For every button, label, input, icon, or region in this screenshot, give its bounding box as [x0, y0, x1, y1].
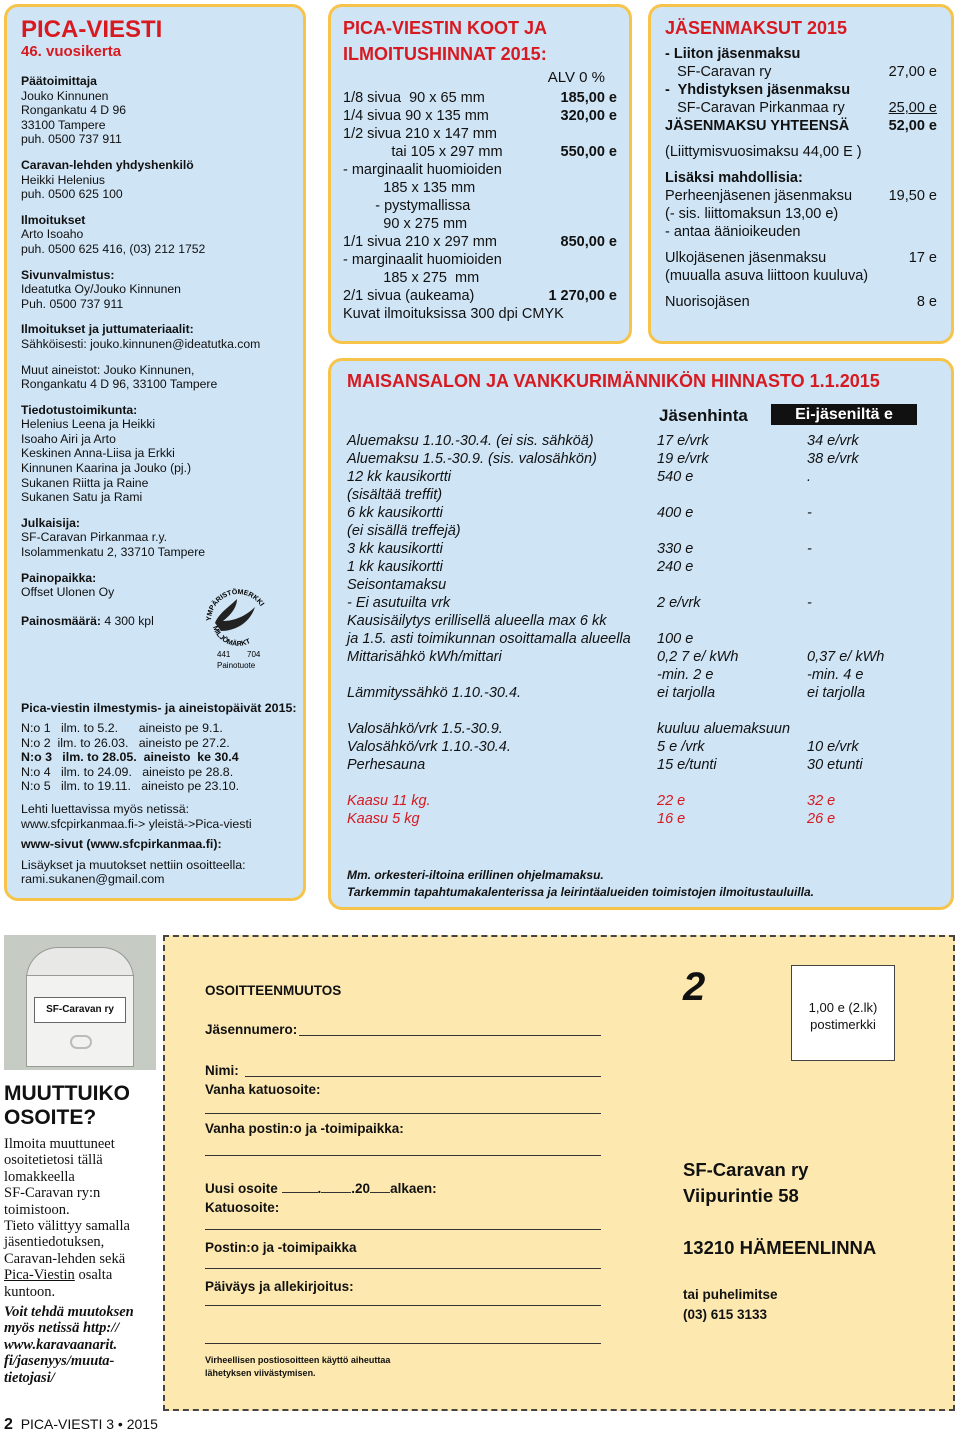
- price-row: [347, 523, 461, 539]
- address-change-form: OSOITTEENMUUTOS Jäsennumero: Nimi: Vanha katuosoite: Vanha postin:o ja -toimipaikka: Uusi osoite . .20 alkaen: Katuosoite: Postin:o ja -toimipaikka Päiväys ja allekirjoitus: Virheellisen postiosoitteen käyttö aiheuttaa lähetyksen viivästymisen. 2 1,00 e (2.lk) postimerkki SF-Caravan ry Viipurintie 58 13210 HÄMEENLINNA tai puhelimitse (03) 615 3133: [163, 935, 955, 1411]
- old-street-field[interactable]: [205, 1113, 601, 1114]
- fees-list: [665, 45, 937, 311]
- signature-field[interactable]: [205, 1305, 601, 1306]
- fee-row: [665, 223, 937, 241]
- ad-size: 185 x 135 mm: [343, 180, 476, 196]
- price-list-title: MAISANSALON JA VANKKURIMÄNNIKÖN HINNASTO 1.1.2015: [347, 371, 880, 391]
- fee-row: [665, 99, 937, 117]
- ad-price-row: [343, 305, 617, 323]
- postage-class-number: 2: [683, 965, 706, 1009]
- ad-price-row: [343, 143, 617, 161]
- nonmember-price: -: [807, 541, 812, 557]
- pica-viestin-link[interactable]: Pica-Viestin: [4, 1267, 75, 1284]
- ad-price: 850,00 e: [560, 234, 617, 250]
- karavaanarit-link[interactable]: [4, 1304, 158, 1386]
- ad-size: tai 105 x 297 mm: [343, 144, 503, 160]
- fee-row: [665, 187, 937, 205]
- fee-amount: 25,00 e: [888, 100, 937, 116]
- block-heading: Päätoimittaja: [21, 74, 97, 88]
- block-line: 33100 Tampere: [21, 117, 106, 132]
- price-item: Perhesauna: [347, 757, 426, 773]
- ad-size: - pystymallissa: [343, 198, 471, 214]
- price-row: [347, 595, 812, 611]
- fee-label: - Yhdistyksen jäsenmaksu: [665, 82, 851, 98]
- svg-text:YMPÄRISTÖMERKKI: YMPÄRISTÖMERKKI: [205, 588, 265, 622]
- block-heading: Sivunvalmistus:: [21, 267, 115, 282]
- price-row: [347, 613, 607, 629]
- member-price: 5 e /vrk: [657, 739, 705, 755]
- block-heading: Tiedotustoimikunta:: [21, 402, 138, 417]
- new-street-field[interactable]: [205, 1229, 601, 1230]
- email-link[interactable]: rami.sukanen@gmail.com: [21, 872, 165, 887]
- member-number-field[interactable]: [299, 1035, 601, 1036]
- new-postcode-field[interactable]: [205, 1268, 601, 1269]
- fee-label: Lisäksi mahdollisia:: [665, 170, 803, 186]
- price-row: [347, 469, 812, 485]
- price-item: - Ei asutuilta vrk: [347, 595, 451, 611]
- price-item: (sisältää treffit): [347, 487, 443, 503]
- nordic-swan-ecolabel-icon: [203, 577, 273, 673]
- member-price: 19 e/vrk: [657, 451, 709, 467]
- masthead-block: [21, 363, 289, 392]
- block-line: Sähköisesti: jouko.kinnunen@ideatutka.com: [21, 336, 261, 351]
- info-line: Caravan-lehden sekä: [4, 1250, 126, 1267]
- price-item: Kaasu 11 kg.: [347, 793, 431, 809]
- price-note-2: Tarkemmin tapahtumakalenterissa ja leirintäalueiden toimistojen ilmoitustauluilla.: [347, 885, 815, 899]
- member-price: kuuluu aluemaksuun: [657, 721, 791, 737]
- price-item: (ei sisällä treffejä): [347, 523, 461, 539]
- member-price: 100 e: [657, 631, 694, 647]
- fee-row: [665, 81, 937, 99]
- block-line: Isoaho Airi ja Arto: [21, 431, 116, 446]
- print-run: Painosmäärä: 4 300 kpl: [21, 613, 154, 628]
- phone-info: tai puhelimitse (03) 615 3133: [683, 1287, 778, 1322]
- ad-price: 550,00 e: [560, 144, 617, 160]
- block-line: Puh. 0500 737 911: [21, 296, 124, 311]
- price-item: Valosähkö/vrk 1.10.-30.4.: [347, 739, 511, 755]
- member-price: 22 e: [657, 793, 686, 809]
- fee-label: Perheenjäsenen jäsenmaksu: [665, 188, 853, 204]
- schedule-block: Pica-viestin ilmestymis- ja aineistopäivät 2015: N:o 1 ilm. to 5.2. aineisto pe 9.1. N:o 2 ilm. to 26.03. aineisto pe 27.2. N:o 3 ilm. to 28.05. aineisto ke 30.4 N:o 4 ilm. to 24.09. aineisto pe 28.8. N:o 5 ilm. to 19.11. aineisto pe 23.10. Lehti luettavissa myös netissä: www.sfcpirkanmaa.fi-> yleistä->Pica-viesti www-sivut (www.sfcpirkanmaa.fi): Lisäykset ja muutokset nettiin osoitteella: rami.sukanen@gmail.com: [21, 701, 301, 887]
- ad-price-row: [343, 179, 617, 197]
- mailbox-label: SF-Caravan ry: [34, 997, 126, 1023]
- camping-price-list-panel: [328, 358, 954, 910]
- nonmember-price: 10 e/vrk: [807, 739, 859, 755]
- fee-label: SF-Caravan Pirkanmaa ry: [665, 100, 845, 116]
- ad-price: 1 270,00 e: [548, 288, 617, 304]
- schedule-line: N:o 2 ilm. to 26.03. aineisto pe 27.2.: [21, 735, 230, 750]
- nonmember-price: ei tarjolla: [807, 685, 866, 701]
- block-line: Kinnunen Kaarina ja Jouko (pj.): [21, 461, 192, 476]
- fee-amount: 27,00 e: [888, 64, 937, 80]
- masthead-block: [21, 403, 289, 505]
- fee-label: (muualla asuva liittoon kuuluva): [665, 268, 869, 284]
- block-line: Helenius Leena ja Heikki: [21, 417, 156, 432]
- price-item: 12 kk kausikortti: [347, 469, 451, 485]
- info-line: toimistoon.: [4, 1201, 70, 1218]
- fee-amount: 8 e: [916, 294, 937, 310]
- masthead-block: [21, 158, 289, 202]
- price-row: [347, 631, 694, 647]
- fee-label: Ulkojäsenen jäsenmaksu: [665, 250, 827, 266]
- block-line: Sukanen Satu ja Rami: [21, 490, 143, 505]
- old-postcode-field[interactable]: [205, 1155, 601, 1156]
- block-line: puh. 0500 625 100: [21, 187, 123, 202]
- ad-price-row: [343, 233, 617, 251]
- member-price: 240 e: [657, 559, 694, 575]
- block-line: Offset Ulonen Oy: [21, 585, 115, 600]
- svg-text:MILJÖMÄRKT: MILJÖMÄRKT: [210, 625, 252, 648]
- block-line: Keskinen Anna-Liisa ja Erkki: [21, 446, 175, 461]
- price-item: ja 1.5. asti toimikunnan osoittamalla alueella: [347, 631, 631, 647]
- nonmember-price: -min. 4 e: [807, 667, 864, 683]
- price-row: [347, 577, 446, 593]
- block-line: puh. 0500 737 911: [21, 132, 122, 147]
- mailbox-photo: [4, 935, 156, 1070]
- masthead-panel: [4, 4, 306, 901]
- block-line: SF-Caravan Pirkanmaa r.y.: [21, 530, 168, 545]
- block-heading: Julkaisija:: [21, 515, 80, 530]
- ad-price: 320,00 e: [560, 108, 617, 124]
- ad-price-row: [343, 215, 617, 233]
- fee-label: SF-Caravan ry: [665, 64, 772, 80]
- block-line: Rongankatu 4 D 96, 33100 Tampere: [21, 377, 218, 392]
- fee-amount: 19,50 e: [888, 188, 937, 204]
- schedule-line: N:o 5 ilm. to 19.11. aineisto pe 23.10.: [21, 779, 240, 794]
- price-row: [347, 505, 812, 521]
- svg-text:704: 704: [247, 650, 261, 659]
- fee-label: JÄSENMAKSU YHTEENSÄ: [665, 118, 850, 134]
- price-row: [347, 559, 694, 575]
- day-field[interactable]: [282, 1192, 318, 1193]
- nonmember-price: 0,37 e/ kWh: [807, 649, 885, 665]
- member-price: 2 e/vrk: [657, 595, 701, 611]
- ad-price-row: [343, 161, 617, 179]
- pica-viesti-link[interactable]: www.sfcpirkanmaa.fi-> yleistä->Pica-viesti: [21, 816, 252, 831]
- member-price: 16 e: [657, 811, 686, 827]
- masthead-blocks: [21, 74, 289, 600]
- price-row: [347, 757, 863, 773]
- magazine-title: PICA-VIESTI: [21, 16, 163, 43]
- block-line: Heikki Helenius: [21, 172, 105, 187]
- price-item: 1 kk kausikortti: [347, 559, 443, 575]
- nonmember-price: -: [807, 505, 812, 521]
- ad-price-row: [343, 197, 617, 215]
- schedule-line: N:o 4 ilm. to 24.09. aineisto pe 28.8.: [21, 764, 234, 779]
- price-row: [347, 793, 836, 809]
- block-heading: Ilmoitukset ja juttumateriaalit:: [21, 322, 194, 337]
- ad-size: 90 x 275 mm: [343, 216, 468, 232]
- web-line[interactable]: www.karavaanarit.: [4, 1336, 118, 1353]
- ad-size: 1/4 sivua 90 x 135 mm: [343, 108, 489, 124]
- masthead-block: [21, 322, 289, 351]
- fee-row: [665, 205, 937, 223]
- info-line: Tieto välittyy samalla: [4, 1218, 130, 1235]
- ad-size: 2/1 sivua (aukeama): [343, 288, 475, 304]
- price-item: Aluemaksu 1.5.-30.9. (sis. valosähkön): [347, 451, 597, 467]
- extra-line[interactable]: [205, 1343, 601, 1344]
- block-line: Jouko Kinnunen: [21, 88, 109, 103]
- nonmember-column-header: Ei-jäseniltä e: [771, 404, 917, 425]
- fee-row: [665, 169, 937, 187]
- web-line[interactable]: myös netissä http://: [4, 1320, 120, 1337]
- price-row: [347, 487, 442, 503]
- price-item: Seisontamaksu: [347, 577, 447, 593]
- ad-size: 1/1 sivua 210 x 297 mm: [343, 234, 497, 250]
- page-footer: 2 PICA-VIESTI 3 • 2015: [4, 1416, 158, 1433]
- fee-label: Nuorisojäsen: [665, 294, 750, 310]
- block-heading: Painopaikka:: [21, 570, 97, 585]
- nonmember-price: 38 e/vrk: [807, 451, 859, 467]
- web-line[interactable]: tietojasi/: [4, 1369, 55, 1386]
- info-line: SF-Caravan ry:n: [4, 1185, 101, 1202]
- nonmember-price: 34 e/vrk: [807, 433, 859, 449]
- member-price: ei tarjolla: [657, 685, 716, 701]
- price-row: [347, 811, 836, 827]
- member-price: 17 e/vrk: [657, 433, 709, 449]
- price-row: [347, 685, 866, 701]
- fee-row: [665, 63, 937, 81]
- block-line: Isolammenkatu 2, 33710 Tampere: [21, 545, 206, 560]
- nonmember-price: -: [807, 595, 812, 611]
- fee-row: [665, 293, 937, 311]
- ad-price-row: [343, 107, 617, 125]
- block-line: Muut aineistot: Jouko Kinnunen,: [21, 362, 195, 377]
- svg-text:Painotuote: Painotuote: [217, 661, 256, 670]
- website-link[interactable]: www-sivut (www.sfcpirkanmaa.fi):: [21, 837, 222, 852]
- price-item: Aluemaksu 1.10.-30.4. (ei sis. sähköä): [347, 433, 594, 449]
- block-line: puh. 0500 625 416, (03) 212 1752: [21, 241, 206, 256]
- info-line: Ilmoita muuttuneet: [4, 1136, 115, 1152]
- fee-row: [665, 117, 937, 135]
- block-line: Sukanen Riitta ja Raine: [21, 475, 149, 490]
- nonmember-price: 32 e: [807, 793, 836, 809]
- price-item: Valosähkö/vrk 1.5.-30.9.: [347, 721, 503, 737]
- ad-prices-title: PICA-VIESTIN KOOT JA: [343, 18, 548, 38]
- fee-amount: 17 e: [908, 250, 937, 266]
- volume-subtitle: 46. vuosikerta: [21, 43, 122, 60]
- price-item: Kaasu 5 kg: [347, 811, 420, 827]
- price-row: [347, 541, 812, 557]
- nonmember-price: 26 e: [807, 811, 836, 827]
- block-heading: Caravan-lehden yhdyshenkilö: [21, 157, 194, 172]
- ad-price-row: [343, 125, 617, 143]
- ad-size: Kuvat ilmoituksissa 300 dpi CMYK: [343, 306, 564, 322]
- ad-price: 185,00 e: [560, 90, 617, 106]
- fee-row: [665, 249, 937, 267]
- fees-title: JÄSENMAKSUT 2015: [665, 18, 848, 38]
- year-field[interactable]: [370, 1192, 390, 1193]
- masthead-block: [21, 516, 289, 560]
- ad-price-row: [343, 287, 617, 305]
- ad-price-list: [343, 89, 617, 323]
- block-line: Arto Isoaho: [21, 227, 84, 242]
- price-item: Mittarisähkö kWh/mittari: [347, 649, 502, 665]
- stamp-box: 1,00 e (2.lk) postimerkki: [791, 965, 895, 1061]
- month-field[interactable]: [321, 1192, 351, 1193]
- fee-label: - antaa äänioikeuden: [665, 224, 801, 240]
- ad-prices-panel: PICA-VIESTIN KOOT JA ILMOITUSHINNAT 2015: ALV 0 % 1/8 sivua 90 x 65 mm 185,00 e 1/4 sivua 90 x 135 mm 320,00 e 1/2 sivua 210 x 147 mm tai 105 x 297 mm 550,00 e - marginaalit huomioiden 185 x 135 mm - pystymallissa 90 x 275 mm 1/1 sivua 210 x 297 mm 850,00 e - marginaalit huomioiden 185 x 275 mm 2/1 sivua (aukeama) 1 270,00 e Kuvat ilmoituksissa 300 dpi CMYK: [328, 4, 632, 344]
- price-row: [347, 433, 859, 449]
- ad-price-row: [343, 269, 617, 287]
- price-row: [347, 721, 791, 737]
- fee-row: [665, 267, 937, 285]
- fee-row: [665, 143, 937, 161]
- web-line[interactable]: Voit tehdä muutoksen: [4, 1304, 134, 1321]
- ad-size: 1/2 sivua 210 x 147 mm: [343, 126, 497, 142]
- vat-label: ALV 0 %: [547, 69, 605, 86]
- recipient-address: SF-Caravan ry Viipurintie 58 13210 HÄMEENLINNA: [683, 1159, 877, 1258]
- member-column-header: Jäsenhinta: [659, 406, 748, 425]
- ad-price-row: [343, 89, 617, 107]
- info-line: osoitetietosi tällä: [4, 1152, 103, 1169]
- member-price: 330 e: [657, 541, 694, 557]
- masthead-block: [21, 213, 289, 257]
- block-line: Rongankatu 4 D 96: [21, 103, 127, 118]
- name-field[interactable]: [245, 1076, 601, 1077]
- price-row: [347, 451, 859, 467]
- web-line[interactable]: fi/jasenyys/muuta-: [4, 1353, 115, 1370]
- info-line: jäsentiedotuksen,: [4, 1234, 105, 1251]
- block-line: Ideatutka Oy/Jouko Kinnunen: [21, 282, 181, 297]
- price-row: [347, 739, 859, 755]
- address-change-info: MUUTTUIKO OSOITE? Ilmoita muuttuneet osoitetietosi tällä lomakkeella SF-Caravan ry:n toimistoon. Tieto välittyy samalla jäsentiedotuksen, Caravan-lehden sekä Pica-Viestin osalta kuntoon. Voit tehdä muutoksen myös netissä http:// www.karavaanarit. fi/jasenyys/muuta- tietojasi/: [4, 1082, 158, 1386]
- fee-label: (Liittymisvuosimaksu 44,00 E ): [665, 144, 862, 160]
- ad-size: - marginaalit huomioiden: [343, 252, 502, 268]
- fee-amount: 52,00 e: [888, 118, 937, 134]
- new-address-row: Uusi osoite . .20 alkaen:: [205, 1181, 437, 1196]
- masthead-block: [21, 74, 289, 147]
- ad-size: 1/8 sivua 90 x 65 mm: [343, 90, 485, 106]
- price-item: 3 kk kausikortti: [347, 541, 443, 557]
- nonmember-price: .: [807, 469, 812, 485]
- member-price: 400 e: [657, 505, 694, 521]
- fee-row: [665, 45, 937, 63]
- price-note-1: Mm. orkesteri-iltoina erillinen ohjelmamaksu.: [347, 868, 604, 882]
- ad-size: 185 x 275 mm: [343, 270, 480, 286]
- schedule-line: N:o 3 ilm. to 28.05. aineisto ke 30.4: [21, 750, 239, 765]
- price-row: [347, 649, 885, 665]
- member-price: 0,2 7 e/ kWh: [657, 649, 739, 665]
- info-line: lomakkeella: [4, 1168, 75, 1185]
- block-heading: Ilmoitukset: [21, 212, 86, 227]
- member-price: -min. 2 e: [657, 667, 714, 683]
- price-item: Kausisäilytys erillisellä alueella max 6 kk: [347, 613, 607, 629]
- membership-fees-panel: [648, 4, 954, 344]
- nonmember-price: 30 etunti: [807, 757, 863, 773]
- member-price: 540 e: [657, 469, 694, 485]
- member-price: 15 e/tunti: [657, 757, 717, 773]
- price-item: Lämmityssähkö 1.10.-30.4.: [347, 685, 522, 701]
- form-title: OSOITTEENMUUTOS: [205, 983, 342, 998]
- svg-text:441: 441: [217, 650, 231, 659]
- price-item: 6 kk kausikortti: [347, 505, 443, 521]
- fee-label: (- sis. liittomaksun 13,00 e): [665, 206, 839, 222]
- fee-label: - Liiton jäsenmaksu: [665, 46, 801, 62]
- schedule-line: N:o 1 ilm. to 5.2. aineisto pe 9.1.: [21, 721, 223, 735]
- ad-size: - marginaalit huomioiden: [343, 162, 502, 178]
- masthead-block: [21, 268, 289, 312]
- ad-price-row: [343, 251, 617, 269]
